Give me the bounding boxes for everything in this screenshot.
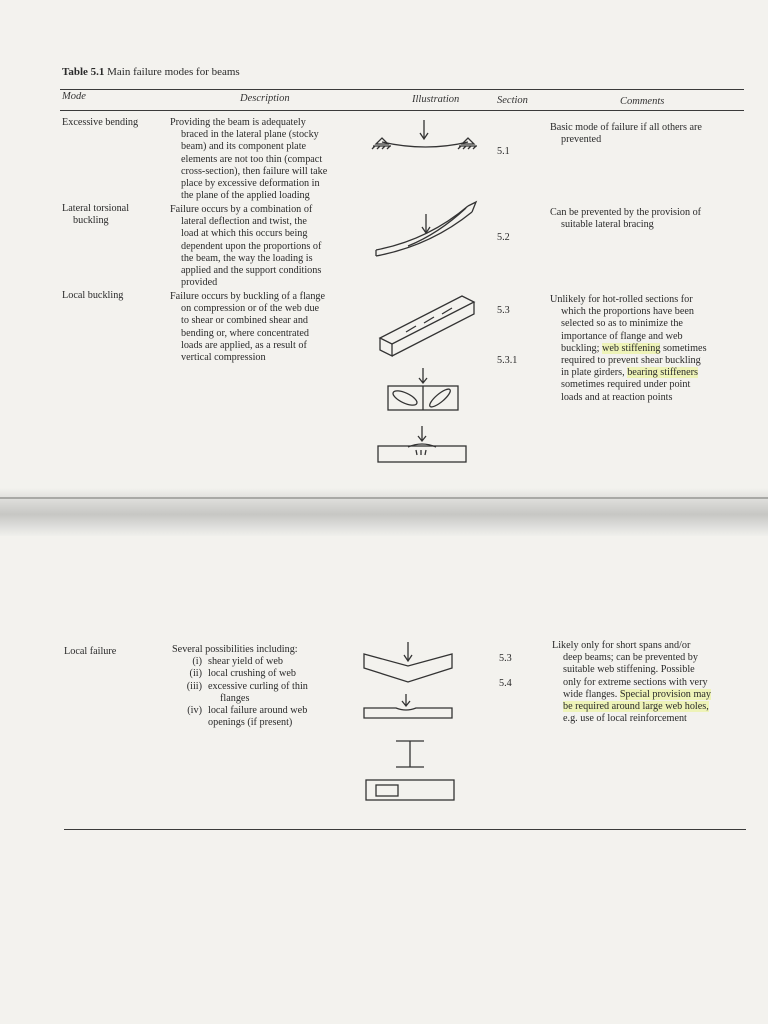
load-arrow-icon <box>402 694 410 706</box>
row-2-section: 5.2 <box>497 232 510 243</box>
crippling-marks <box>416 450 426 455</box>
comment-line: which the proportions have been <box>561 306 694 318</box>
comment-fragment: wide flanges. <box>563 688 618 700</box>
i-beam-icon <box>396 741 424 767</box>
row-1-mode <box>62 117 138 129</box>
comment-line: e.g. use of local reinforcement <box>563 713 687 725</box>
highlighted-fragment: bearing stiffeners <box>627 367 699 379</box>
i-section-illustration <box>390 735 430 775</box>
row-2-mode <box>62 203 129 227</box>
description-line: Failure occurs by buckling of a flange <box>170 291 326 302</box>
comment-fragment: in plate girders, <box>561 367 625 379</box>
description-line: Several possibilities including: <box>172 644 298 655</box>
description-line: braced in the lateral plane (stocky <box>181 129 319 141</box>
description-line: Failure occurs by a combination of <box>170 204 313 215</box>
comment-line: only for extreme sections with very <box>563 676 708 688</box>
row-4-section-a: 5.3 <box>499 653 512 664</box>
shear-yield-illustration <box>360 640 460 685</box>
comment-line: deep beams; can be prevented by <box>563 652 698 664</box>
buckle-ellipse-icon <box>427 387 452 410</box>
load-arrow-icon <box>404 642 412 661</box>
row-1-comments <box>550 122 750 146</box>
list-item-number: (ii) <box>189 668 202 680</box>
table-caption <box>62 66 240 78</box>
list-item <box>172 656 372 668</box>
description-line: beam) and its component plate <box>181 141 307 153</box>
header-illustration: Illustration <box>412 94 460 105</box>
description-line: bending or, where concentrated <box>181 327 310 339</box>
header-bottom-rule <box>60 110 744 111</box>
description-line: loads are applied, as a result of <box>181 339 307 351</box>
comment-line: Basic mode of failure if all others are <box>550 122 702 133</box>
comment-line: required to prevent shear buckling <box>561 355 701 367</box>
web-buckling-illustration <box>380 366 480 416</box>
row-3-section-b: 5.3.1 <box>497 355 518 366</box>
mode-line: Local failure <box>64 646 117 657</box>
row-2-description <box>170 204 370 289</box>
header-comments: Comments <box>620 96 665 107</box>
list-item-text: shear yield of web <box>208 656 283 668</box>
table-number: Table 5.1 <box>62 66 105 78</box>
description-line: load at which this occurs being <box>181 228 308 240</box>
mode-line: Lateral torsional <box>62 203 130 214</box>
header-description: Description <box>240 93 290 104</box>
comment-line: Unlikely for hot-rolled sections for <box>550 294 693 305</box>
beam-elevation-outline <box>378 446 466 462</box>
lateral-torsional-illustration <box>368 198 488 258</box>
mode-line: Local buckling <box>62 290 124 301</box>
load-arrow-icon <box>419 368 427 383</box>
mode-line: Excessive bending <box>62 117 139 128</box>
crushed-beam-outline <box>364 708 452 718</box>
table-bottom-rule <box>64 829 746 830</box>
row-4-comments <box>552 640 762 725</box>
page-fold-shadow <box>0 488 768 536</box>
buckle-ellipse-icon <box>391 388 419 408</box>
description-line: the plane of the applied loading <box>181 190 310 202</box>
flange-outline <box>380 296 474 344</box>
list-item <box>172 681 372 705</box>
web-crippling-illustration <box>376 424 476 464</box>
bending-illustration <box>368 118 488 158</box>
load-arrow-icon <box>418 426 426 441</box>
row-1-section: 5.1 <box>497 146 510 157</box>
list-item-text: openings (if present) <box>208 717 293 729</box>
page-fold-line <box>0 497 768 499</box>
header-mode: Mode <box>62 91 86 102</box>
row-3-comments <box>550 294 765 404</box>
comment-fragment: buckling; <box>561 342 600 354</box>
highlighted-fragment: Special provision may <box>619 688 711 700</box>
row-4-section-b: 5.4 <box>499 678 512 689</box>
right-support-icon <box>462 138 474 144</box>
table-top-rule <box>60 89 744 90</box>
left-ground-hatch <box>372 146 391 149</box>
description-line: lateral deflection and twist, the <box>181 216 307 228</box>
row-1-description <box>170 117 370 202</box>
list-item-number: (iii) <box>186 680 202 692</box>
list-item-text: local failure around web <box>208 705 308 717</box>
row-3-description <box>170 291 380 364</box>
comment-fragment: sometimes <box>662 342 707 354</box>
beam-body-outline <box>380 302 474 356</box>
description-line: dependent upon the proportions of <box>181 240 322 252</box>
comment-line: importance of flange and web <box>561 330 683 342</box>
description-line: vertical compression <box>181 352 266 364</box>
flange-buckling-illustration <box>376 290 486 360</box>
comment-line: prevented <box>561 134 602 146</box>
highlighted-fragment: be required around large web holes, <box>563 701 709 713</box>
left-support-icon <box>376 138 388 144</box>
list-item-number: (i) <box>192 656 202 668</box>
comment-line: suitable web stiffening. Possible <box>563 664 695 676</box>
row-3-mode <box>62 290 123 302</box>
comment-line: Likely only for short spans and/or <box>552 640 691 651</box>
web-hole-icon <box>376 785 398 796</box>
list-item-text: flanges <box>220 692 250 704</box>
description-line: elements are not too thin (compact <box>181 153 323 165</box>
deflected-beam-line <box>382 142 468 147</box>
row-4-description <box>172 644 372 729</box>
comment-line: Can be prevented by the provision of <box>550 207 702 218</box>
table-title: Main failure modes for beams <box>107 66 240 78</box>
list-item <box>172 705 372 729</box>
description-line: to shear or combined shear and <box>181 315 309 327</box>
load-arrow-icon <box>420 120 428 139</box>
highlighted-fragment: web stiffening <box>602 342 661 354</box>
beam-elevation-outline <box>366 780 454 800</box>
description-line: provided <box>181 277 218 289</box>
header-section: Section <box>497 95 528 106</box>
comment-line: loads and at reaction points <box>561 391 673 403</box>
row-2-comments <box>550 207 760 231</box>
row-4-mode <box>64 646 116 658</box>
comment-line: selected so as to minimize the <box>561 318 683 330</box>
description-line: place by excessive deformation in <box>181 178 320 190</box>
row-3-section-a: 5.3 <box>497 305 510 316</box>
list-item-text: local crushing of web <box>208 668 296 680</box>
web-opening-illustration <box>360 776 460 806</box>
description-line: cross-section), then failure will take <box>181 165 328 177</box>
mode-line: buckling <box>73 215 109 227</box>
right-ground-hatch <box>458 146 477 149</box>
description-line: on compression or of the web due <box>181 303 320 315</box>
description-line: Providing the beam is adequately <box>170 117 306 128</box>
web-crushing-illustration <box>360 692 460 722</box>
description-line: the beam, the way the loading is <box>181 252 313 264</box>
description-line: applied and the support conditions <box>181 265 322 277</box>
list-item-number: (iv) <box>187 705 202 717</box>
comment-line: suitable lateral bracing <box>561 219 654 231</box>
list-item <box>172 668 372 680</box>
comment-line: sometimes required under point <box>561 379 691 391</box>
list-item-text: excessive curling of thin <box>208 680 308 692</box>
load-arrow-icon <box>422 214 430 233</box>
